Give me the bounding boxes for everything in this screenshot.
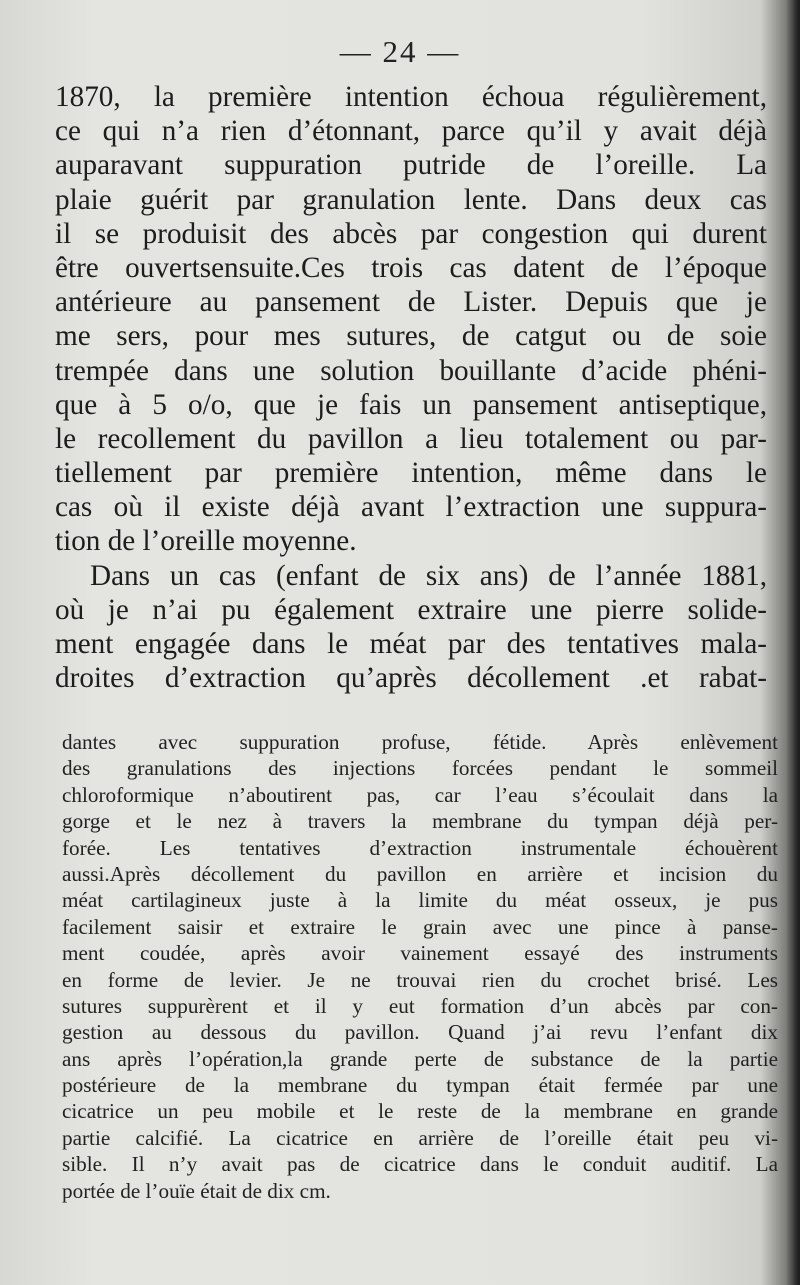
main-text-line: Dans un cas (enfant de six ans) de l’année 1881, [90,559,767,592]
page-number: — 24 — [339,34,461,69]
main-text-line: tiellement par première intention, même dans le [55,457,767,490]
main-text-line: que à 5 o/o, que je fais un pansement antiseptique, [55,388,767,421]
main-text-block [55,80,767,695]
footnote-line: chloroformique n’aboutirent pas, car l’eau s’écoulait dans la [62,782,778,807]
footnote-line: sutures suppurèrent et il y eut formation d’un abcès par con- [62,993,778,1018]
main-text-line: trempée dans une solution bouillante d’acide phéni- [55,354,767,387]
footnote-line: portée de l’ouïe était de dix cm. [62,1178,331,1203]
footnote-line: forée. Les tentatives d’extraction instrumentale échouèrent [62,835,778,860]
page-binding-edge [786,0,800,1285]
footnote-line: partie calcifié. La cicatrice en arrière de l’oreille était peu vi- [62,1125,778,1150]
footnote-line: facilement saisir et extraire le grain avec une pince à panse- [62,914,778,939]
footnote-line: cicatrice un peu mobile et le reste de la membrane en grande [62,1099,778,1124]
main-text-line: 1870, la première intention échoua régulièrement, [55,81,767,113]
main-text-line: tion de l’oreille moyenne. [55,525,357,558]
main-text-line: droites d’extraction qu’après décollement .et rabat- [55,662,767,695]
footnote-block [62,729,778,1204]
footnote-line: postérieure de la membrane du tympan était fermée par une [62,1073,778,1098]
footnote-line: ment coudée, après avoir vainement essayé des instruments [62,941,778,966]
footnote-line: aussi.Après décollement du pavillon en arrière et incision du [62,861,778,886]
footnote-line: méat cartilagineux juste à la limite du méat osseux, je pus [62,888,778,913]
footnote-line: ans après l’opération,la grande perte de substance de la partie [62,1046,778,1071]
main-text-line: cas où il existe déjà avant l’extraction une suppura- [55,491,767,524]
footnote-line: en forme de levier. Je ne trouvai rien du crochet brisé. Les [62,967,778,992]
main-text-line: ce qui n’a rien d’étonnant, parce qu’il y avait déjà [55,115,767,148]
footnote-line: sible. Il n’y avait pas de cicatrice dans le conduit auditif. La [62,1152,778,1177]
main-text-line: être ouvertsensuite.Ces trois cas datent de l’époque [55,251,767,284]
main-text-line: me sers, pour mes sutures, de catgut ou de soie [55,320,767,353]
main-text-line: ment engagée dans le méat par des tentatives mala- [55,628,767,660]
footnote-line: des granulations des injections forcées pendant le sommeil [62,756,778,781]
footnote-line: dantes avec suppuration profuse, fétide. Après enlèvement [62,730,778,754]
footnote-line: gorge et le nez à travers la membrane du tympan déjà per- [62,809,778,834]
main-text-line: antérieure au pansement de Lister. Depuis que je [55,286,767,319]
main-text-line: auparavant suppuration putride de l’oreille. La [55,149,767,182]
main-text-line: où je n’ai pu également extraire une pierre solide- [55,593,767,626]
main-text-line: plaie guérit par granulation lente. Dans deux cas [55,183,767,216]
footnote-line: gestion au dessous du pavillon. Quand j’ai revu l’enfant dix [62,1020,778,1045]
main-text-line: le recollement du pavillon a lieu totalement ou par- [55,422,767,455]
main-text-line: il se produisit des abcès par congestion qui durent [55,217,767,250]
